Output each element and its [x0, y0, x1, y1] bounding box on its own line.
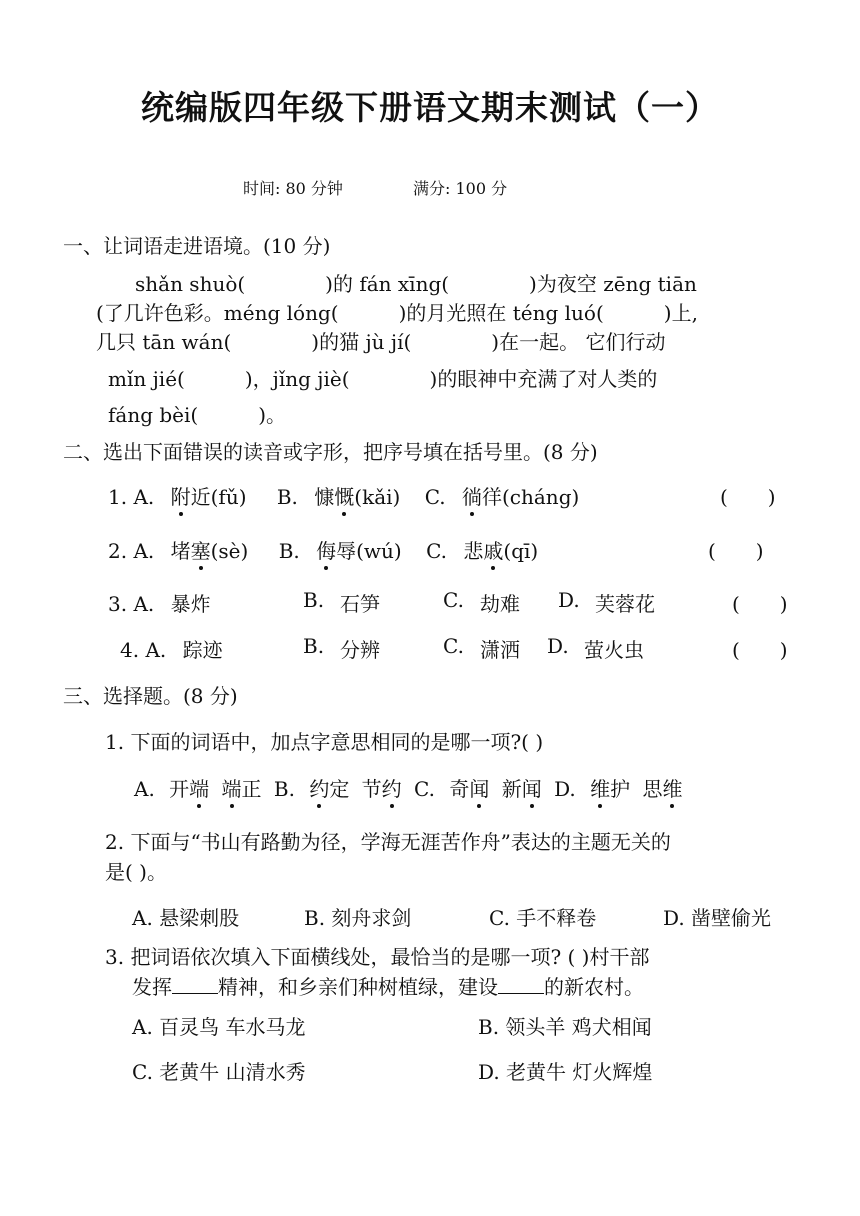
s3-q3-blank-1[interactable] [172, 973, 218, 994]
s3-q3-option-a: A. 百灵鸟 车水马龙 [132, 1015, 306, 1039]
s2-q2-a-dotted-char: 塞 [191, 535, 211, 564]
s2-q4-d: 萤火虫 [584, 638, 644, 662]
s3-q3-option-c: C. 老黄牛 山清水秀 [132, 1060, 306, 1084]
s3-q1-d-label: D. [554, 777, 576, 801]
section-3-heading: 三、选择题。(8 分) [63, 684, 238, 708]
s3-q1-c-gap [489, 777, 495, 801]
s2-q1-c-label: C. [424, 485, 446, 509]
s3-q1-d-dot1: 维 [590, 773, 610, 802]
s2-q4-number: 4. A. [120, 638, 167, 662]
s2-q1-b-dotted-char: 慨 [334, 481, 354, 510]
s2-q3-d-label: D. [558, 588, 580, 612]
section-1-line-2: (了几许色彩。méng lóng( )的月光照在 téng luó( )上, [96, 301, 698, 325]
s2-q2-c-char1: 悲 [463, 539, 484, 563]
s2-q4-d-label: D. [547, 634, 569, 658]
exam-full-score: 满分: 100 分 [413, 179, 508, 198]
s2-q2-a-pinyin: (sè) [210, 539, 249, 563]
section-1-line-1: shǎn shuò( )的 fán xīng( )为夜空 zēng tiān [135, 272, 697, 296]
s2-q2-a-char1: 堵 [170, 539, 191, 563]
s2-q2-c-label: C. [426, 539, 448, 563]
s2-q2-c-pinyin: (qī) [503, 539, 539, 563]
s2-q3-d: 芙蓉花 [595, 592, 655, 616]
s3-q1-a-dot2: 端 [222, 773, 242, 802]
s3-q3-option-b: B. 领头羊 鸡犬相闻 [478, 1015, 652, 1039]
s3-q1-stem: 1. 下面的词语中，加点字意思相同的是哪一项?( ) [105, 730, 544, 754]
s2-q3-number: 3. A. [108, 592, 155, 616]
s2-q4-c-label: C. [443, 634, 464, 658]
s2-q3-a: 暴炸 [170, 592, 211, 616]
s3-q3-text-c: 的新农村。 [544, 975, 644, 999]
s2-q3-answer-paren[interactable]: ( ) [732, 592, 788, 616]
s2-q2-b-text: 辱(wú) [336, 539, 402, 563]
s2-q1-b-char1: 慷 [314, 485, 335, 509]
s2-q2-c-dotted-char: 戚 [483, 535, 503, 564]
s3-q2-stem-line-1: 2. 下面与“书山有路勤为径，学海无涯苦作舟”表达的主题无关的 [105, 830, 671, 854]
s2-q4-b: 分辨 [340, 638, 380, 662]
s3-q3-stem-line-2 [132, 971, 644, 1000]
s3-q1-d-dot2: 维 [662, 773, 682, 802]
s2-q1-a-text: 近(fǔ) [190, 485, 247, 509]
s3-q1-options [134, 773, 682, 802]
s3-q3-text-b: 精神，和乡亲们种树植绿，建设 [218, 975, 498, 999]
s3-q1-b-label: B. [273, 777, 295, 801]
s2-q1-b-label: B. [276, 485, 298, 509]
s3-q3-stem-line-1: 3. 把词语依次填入下面横线处，最恰当的是哪一项? ( )村干部 [105, 945, 650, 969]
s3-q1-a-gap [209, 777, 215, 801]
s2-q4-b-label: B. [303, 634, 325, 658]
section-1-line-4: mǐn jié( )，jǐng jiè( )的眼神中充满了对人类的 [108, 367, 658, 391]
page-title: 统编版四年级下册语文期末测试（一） [141, 88, 719, 127]
s3-q1-b-c4: 节 [361, 777, 382, 801]
s2-q4-a: 踪迹 [182, 638, 223, 662]
s2-question-3 [108, 588, 211, 617]
s2-q3-c-label: C. [443, 588, 464, 612]
s3-q1-d-c2: 护 [610, 777, 631, 801]
s2-q4-c: 潇洒 [480, 638, 520, 662]
s3-q1-c-c4: 新 [501, 777, 522, 801]
s3-q3-blank-2[interactable] [498, 973, 544, 994]
s3-q1-b-dot2: 约 [382, 773, 402, 802]
s2-q2-number: 2. A. [108, 539, 155, 563]
s2-question-1 [108, 481, 579, 510]
s3-q1-a-label: A. [134, 777, 155, 801]
s3-q1-a-dot1: 端 [189, 773, 209, 802]
s3-q2-option-d: D. 凿壁偷光 [663, 906, 772, 930]
s2-q1-number: 1. A. [108, 485, 155, 509]
s3-q2-option-c: C. 手不释卷 [489, 906, 597, 930]
s3-q3-text-a: 发挥 [132, 975, 172, 999]
exam-time: 时间: 80 分钟 [243, 179, 343, 198]
s3-q1-b-c2: 定 [329, 777, 350, 801]
s3-q1-d-gap [630, 777, 636, 801]
s3-q1-b-dot1: 约 [309, 773, 329, 802]
section-2-heading: 二、选出下面错误的读音或字形，把序号填在括号里。(8 分) [63, 440, 598, 464]
s2-q1-b-pinyin: (kǎi) [354, 485, 401, 509]
s3-q1-a-c1: 开 [169, 777, 190, 801]
section-1-heading: 一、让词语走进语境。(10 分) [63, 234, 331, 258]
s3-q1-c-c1: 奇 [449, 777, 470, 801]
s2-q2-b-dotted-char: 侮 [316, 535, 336, 564]
s2-question-4 [120, 634, 223, 663]
s2-q3-b: 石笋 [340, 592, 380, 616]
s2-q1-c-dotted-char: 徜 [462, 481, 482, 510]
s3-q1-c-label: C. [414, 777, 435, 801]
s3-q2-option-a: A. 悬梁刺股 [132, 906, 240, 930]
s3-q1-a-c5: 正 [241, 777, 262, 801]
s2-q2-answer-paren[interactable]: ( ) [708, 539, 764, 563]
s2-q3-c: 劫难 [480, 592, 520, 616]
s3-q3-option-d: D. 老黄牛 灯火辉煌 [478, 1060, 653, 1084]
s2-q1-c-text: 徉(cháng) [482, 485, 580, 509]
section-1-line-3: 几只 tān wán( )的猫 jù jí( )在一起。 它们行动 [96, 330, 666, 354]
s3-q1-d-c4: 思 [642, 777, 663, 801]
s2-q2-b-label: B. [278, 539, 300, 563]
s2-q3-b-label: B. [303, 588, 325, 612]
s3-q1-c-dot1: 闻 [469, 773, 489, 802]
s3-q2-option-b: B. 刻舟求剑 [304, 906, 412, 930]
s3-q1-c-dot2: 闻 [522, 773, 542, 802]
s2-question-2 [108, 535, 538, 564]
s3-q2-stem-line-2: 是( )。 [105, 860, 167, 884]
s2-q4-answer-paren[interactable]: ( ) [732, 638, 788, 662]
s2-q1-answer-paren[interactable]: ( ) [720, 485, 776, 509]
s3-q1-b-gap [349, 777, 355, 801]
section-1-line-5: fáng bèi( )。 [108, 403, 287, 427]
s2-q1-a-dotted-char: 附 [171, 481, 191, 510]
